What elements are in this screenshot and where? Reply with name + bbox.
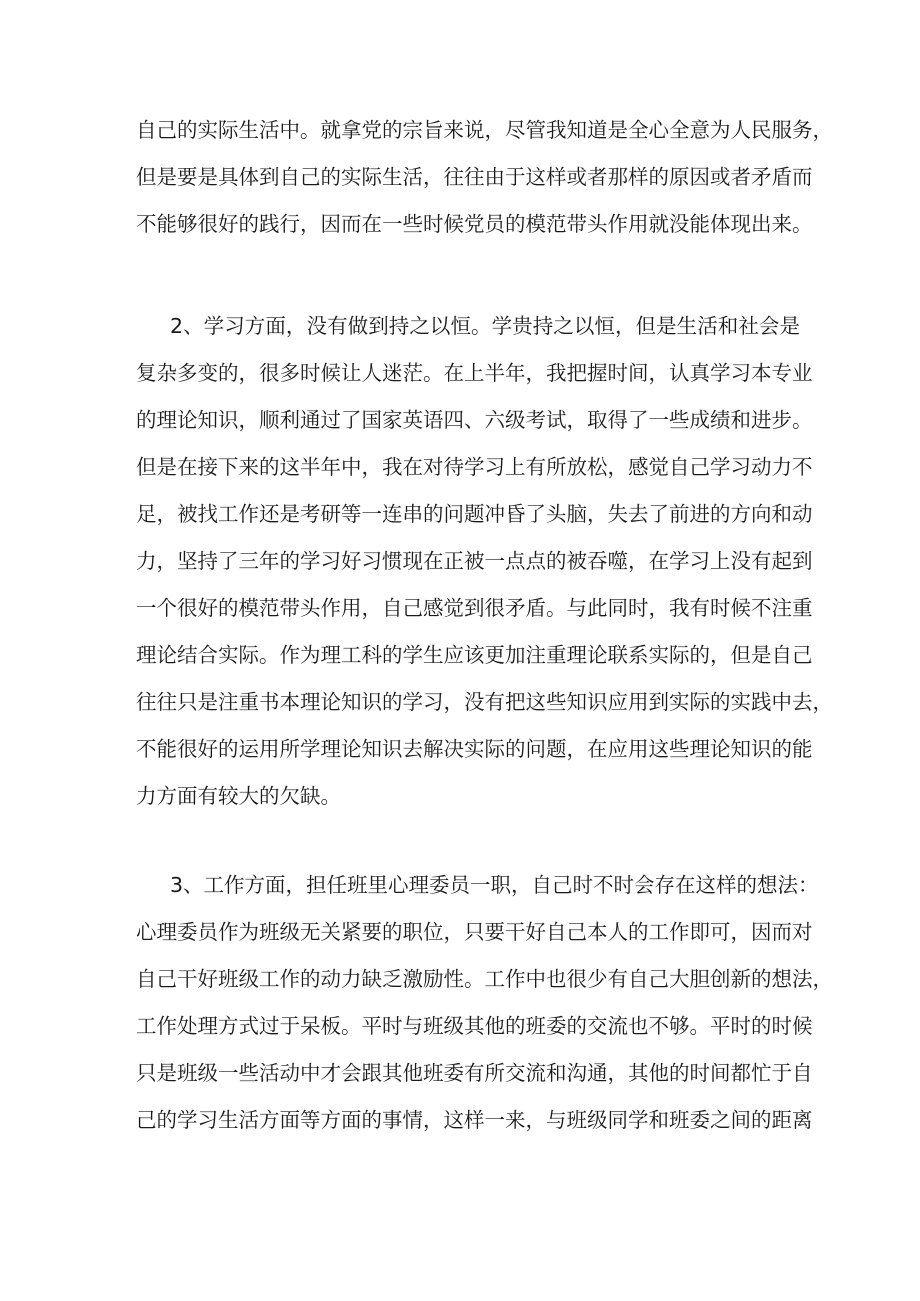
paragraph-3 — [136, 862, 833, 1144]
paragraph-1 — [136, 107, 833, 248]
text-line: 自己干好班级工作的动力缺乏激励性。工作中也很少有自己大胆创新的想法， — [136, 967, 833, 991]
text-line: 自己的实际生活中。就拿党的宗旨来说，尽管我知道是全心全意为人民服务， — [136, 118, 833, 142]
text-line: 力，坚持了三年的学习好习惯现在正被一点点的被吞噬，在学习上没有起到 — [136, 549, 813, 573]
text-line: 理论结合实际。作为理工科的学生应该更加注重理论联系实际的，但是自己 — [136, 643, 813, 667]
text-line: 但是在接下来的这半年中，我在对待学习上有所放松，感觉自己学习动力不 — [136, 455, 813, 479]
text-line: 但是要是具体到自己的实际生活，往往由于这样或者那样的原因或者矛盾而 — [136, 165, 813, 189]
text-line: 的理论知识，顺利通过了国家英语四、六级考试，取得了一些成绩和进步。 — [136, 408, 813, 432]
text-line: 往往只是注重书本理论知识的学习，没有把这些知识应用到实际的实践中去， — [136, 690, 833, 714]
text-line: 只是班级一些活动中才会跟其他班委有所交流和沟通，其他的时间都忙于自 — [136, 1061, 813, 1085]
text-line: 复杂多变的，很多时候让人迷茫。在上半年，我把握时间，认真学习本专业 — [136, 361, 813, 385]
text-line: 力方面有较大的欠缺。 — [136, 784, 341, 808]
text-line: 不能够很好的践行，因而在一些时候党员的模范带头作用就没能体现出来。 — [136, 212, 813, 236]
text-line: 心理委员作为班级无关紧要的职位，只要干好自己本人的工作即可，因而对 — [136, 920, 813, 944]
text-line: 工作处理方式过于呆板。平时与班级其他的班委的交流也不够。平时的时候 — [136, 1014, 813, 1038]
text-line: 己的学习生活方面等方面的事情，这样一来，与班级同学和班委之间的距离 — [136, 1108, 813, 1132]
text-line: 不能很好的运用所学理论知识去解决实际的问题，在应用这些理论知识的能 — [136, 737, 813, 761]
paragraph-2 — [136, 303, 833, 820]
text-line: 3、工作方面，担任班里心理委员一职，自己时不时会存在这样的想法： — [170, 873, 819, 897]
text-line: 2、学习方面，没有做到持之以恒。学贵持之以恒，但是生活和社会是 — [170, 314, 800, 338]
text-line: 一个很好的模范带头作用，自己感觉到很矛盾。与此同时，我有时候不注重 — [136, 596, 813, 620]
text-line: 足，被找工作还是考研等一连串的问题冲昏了头脑，失去了前进的方向和动 — [136, 502, 813, 526]
